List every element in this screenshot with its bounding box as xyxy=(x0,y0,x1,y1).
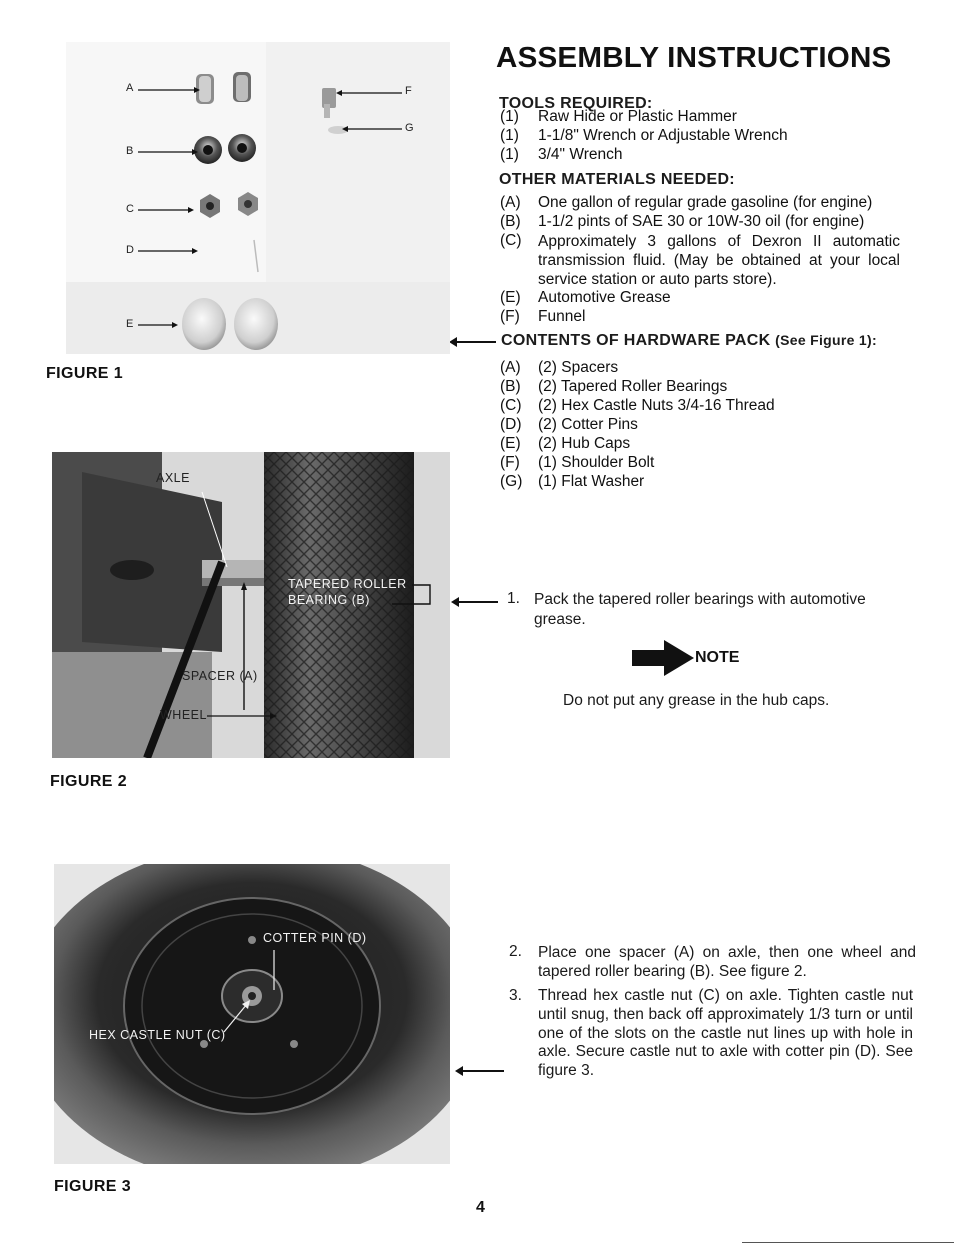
tool-key: (1) xyxy=(500,108,519,125)
tool-item xyxy=(500,146,622,165)
hardware-text: (2) Tapered Roller Bearings xyxy=(538,378,728,395)
figure-1-label-f: F xyxy=(405,85,413,97)
tool-key: (1) xyxy=(500,146,519,163)
hardware-key: (D) xyxy=(500,416,522,433)
note-text: Do not put any grease in the hub caps. xyxy=(563,692,830,709)
figure-2-label-wheel: WHEEL xyxy=(160,708,207,722)
pointer-arrow xyxy=(456,341,496,343)
hardware-key: (F) xyxy=(500,454,520,471)
material-item xyxy=(500,194,872,213)
figure-3-label-cotter: COTTER PIN (D) xyxy=(263,931,367,945)
hardware-text: (2) Hex Castle Nuts 3/4-16 Thread xyxy=(538,397,775,414)
material-item xyxy=(500,308,585,327)
material-key: (A) xyxy=(500,194,521,211)
tire-hub-image xyxy=(54,864,450,1164)
pointer-arrow xyxy=(462,1070,504,1072)
figure-3-label-nut: HEX CASTLE NUT (C) xyxy=(89,1028,226,1042)
step-number: 3. xyxy=(509,987,522,1004)
bottom-rule xyxy=(742,1242,954,1243)
material-item xyxy=(500,289,671,308)
hardware-heading-text: CONTENTS OF HARDWARE PACK xyxy=(501,332,771,349)
tools-heading: TOOLS REQUIRED: xyxy=(499,95,653,112)
material-key: (C) xyxy=(500,232,522,249)
hardware-text: (2) Hub Caps xyxy=(538,435,631,452)
figure-1-label-d: D xyxy=(126,244,135,256)
hardware-text: (2) Cotter Pins xyxy=(538,416,638,433)
material-text: Automotive Grease xyxy=(538,289,671,306)
step-text: Thread hex castle nut (C) on axle. Tighten castle nut until snug, then back off approximately 1/3 turn or until one of the slots on the castle nut lines up with hole in axle. Secure castle nut to axle with cotter pin (D). See figure 3. xyxy=(538,987,913,1080)
figure-1-label-a: A xyxy=(126,82,134,94)
figure-1-photo xyxy=(66,42,450,354)
material-key: (E) xyxy=(500,289,521,306)
materials-heading: OTHER MATERIALS NEEDED: xyxy=(499,171,735,188)
figure-2-label-bearing-line2: BEARING (B) xyxy=(288,593,370,607)
hardware-heading-note: (See Figure 1): xyxy=(775,332,877,348)
figure-2-label-spacer: SPACER (A) xyxy=(182,669,258,683)
tool-item xyxy=(500,108,737,127)
hardware-parts-image xyxy=(66,42,450,354)
hardware-text: (1) Flat Washer xyxy=(538,473,645,490)
figure-2-label-axle: AXLE xyxy=(156,471,190,485)
step-text: Place one spacer (A) on axle, then one wheel and tapered roller bearing (B). See figure 2. xyxy=(538,944,916,980)
page-title: ASSEMBLY INSTRUCTIONS xyxy=(496,42,892,74)
page-number: 4 xyxy=(476,1199,485,1216)
figure-1-label-c: C xyxy=(126,203,135,215)
figure-2-photo xyxy=(52,452,450,758)
material-key: (B) xyxy=(500,213,521,230)
figure-2-caption: FIGURE 2 xyxy=(50,773,127,790)
hardware-key: (E) xyxy=(500,435,521,452)
hardware-item xyxy=(500,416,638,435)
figure-1-label-b: B xyxy=(126,145,134,157)
hardware-heading xyxy=(501,332,877,350)
hardware-text: (2) Spacers xyxy=(538,359,619,376)
figure-3-caption: FIGURE 3 xyxy=(54,1178,131,1195)
hardware-item xyxy=(500,359,618,378)
material-text: Funnel xyxy=(538,308,586,325)
note-arrow-icon xyxy=(632,638,694,678)
hardware-key: (B) xyxy=(500,378,521,395)
tool-text: 3/4" Wrench xyxy=(538,146,623,163)
figure-1-label-e: E xyxy=(126,318,134,330)
material-item xyxy=(500,213,864,232)
hardware-item xyxy=(500,397,775,416)
hardware-item xyxy=(500,473,644,492)
material-text: Approximately 3 gallons of Dexron II automatic transmission fluid. (May be obtained at your local service station or auto parts store). xyxy=(538,233,900,288)
wheel-axle-image xyxy=(52,452,450,758)
hardware-key: (G) xyxy=(500,473,523,490)
hardware-text: (1) Shoulder Bolt xyxy=(538,454,655,471)
tool-text: Raw Hide or Plastic Hammer xyxy=(538,108,737,125)
hardware-key: (A) xyxy=(500,359,521,376)
step-text: Pack the tapered roller bearings with automotive grease. xyxy=(534,591,866,628)
note-label: NOTE xyxy=(695,649,740,666)
step-number: 2. xyxy=(509,943,522,960)
figure-3-photo xyxy=(54,864,450,1164)
hardware-item xyxy=(500,435,630,454)
figure-1-caption: FIGURE 1 xyxy=(46,365,123,382)
note-callout xyxy=(632,638,752,678)
tool-text: 1-1/8" Wrench or Adjustable Wrench xyxy=(538,127,788,144)
hardware-item xyxy=(500,378,727,397)
step-number: 1. xyxy=(507,590,520,607)
tool-key: (1) xyxy=(500,127,519,144)
material-key-row xyxy=(500,232,538,251)
hardware-key: (C) xyxy=(500,397,522,414)
tool-item xyxy=(500,127,788,146)
material-text: 1-1/2 pints of SAE 30 or 10W-30 oil (for engine) xyxy=(538,213,865,230)
material-text: One gallon of regular grade gasoline (for engine) xyxy=(538,194,873,211)
material-key: (F) xyxy=(500,308,520,325)
pointer-arrow xyxy=(458,601,498,603)
figure-1-label-g: G xyxy=(405,122,415,134)
figure-2-label-bearing-line1: TAPERED ROLLER xyxy=(288,577,407,591)
hardware-item xyxy=(500,454,654,473)
